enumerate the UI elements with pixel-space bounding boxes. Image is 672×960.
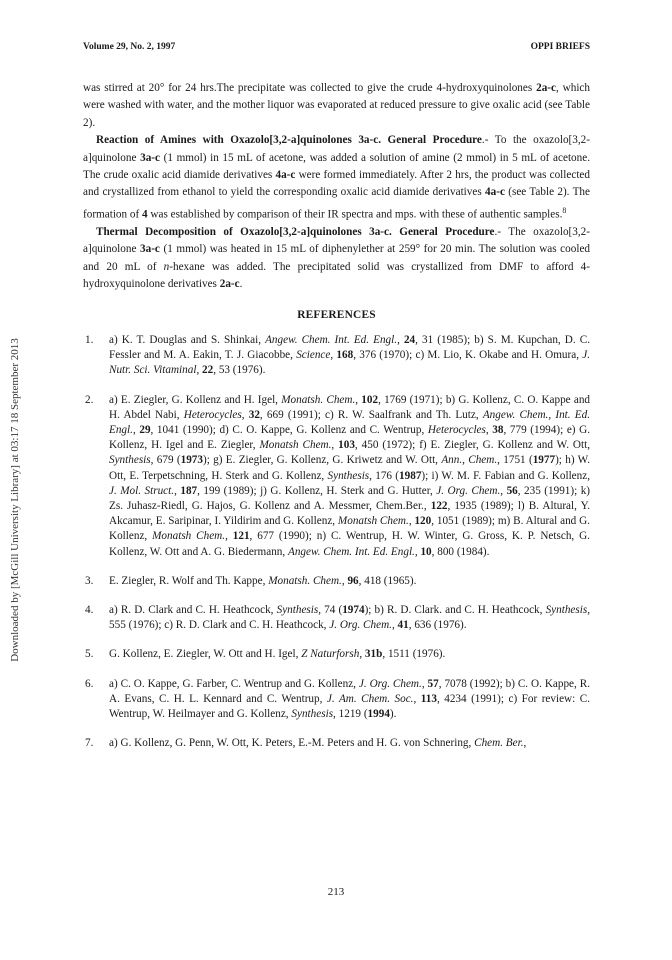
page-number: 213 [327, 886, 345, 898]
reference-item [83, 647, 590, 662]
reference-item [83, 333, 590, 379]
paragraph-amine-reaction: Reaction of Amines with Oxazolo[3,2-a]quinolones 3a-c. General Procedure.- To the oxazolo[3,2-a]quinolone 3a-c (1 mmol) in 15 mL of acetone, was added a solution of amine (2 mmol) in 5 mL of acetone. The crude oxalic acid diamide derivatives 4a-c were formed immediately. After 2 hrs, the product was collected and crystallized from ethanol to yield the corresponding oxalic acid diamide derivatives 4a-c (see Table 2). The formation of 4 was established by comparison of their IR spectra and mps. with these of authentic samples.$^8$ [83, 134, 591, 221]
reference-number: 5. [85, 648, 94, 661]
reference-text: a) R. D. Clark and C. H. Heathcock, Synthesis, 74 (1974); b) R. D. Clark. and C. H. Heathcock, Synthesis, 555 (1976); c) R. D. Clark and C. H. Heathcock, J. Org. Chem., 41, 636 (1976). [109, 604, 590, 632]
page-body [83, 80, 590, 765]
reference-item [83, 393, 590, 560]
reference-item [83, 574, 590, 589]
reference-text: G. Kollenz, E. Ziegler, W. Ott and H. Igel, Z Naturforsh, 31b, 1511 (1976). [109, 648, 446, 661]
running-header [83, 42, 590, 52]
reference-text: a) C. O. Kappe, G. Farber, C. Wentrup and G. Kollenz, J. Org. Chem., 57, 7078 (1992); b) C. O. Kappe, R. A. Evans, C. H. L. Kennard and C. Wentrup, J. Am. Chem. Soc., 113, 4234 (1991); c) For review: C. Wentrup, W. Heilmayer and G. Kollenz, Synthesis, 1219 (1994). [109, 677, 590, 721]
reference-item [83, 677, 590, 723]
reference-number: 3. [85, 574, 94, 587]
reference-number: 6. [85, 677, 94, 690]
journal-volume: Volume 29, No. 2, 1997 [83, 42, 176, 52]
reference-number: 2. [85, 393, 94, 406]
reference-item [83, 603, 590, 633]
reference-number: 4. [85, 604, 94, 617]
references-heading: REFERENCES [297, 308, 376, 321]
download-stamp [8, 300, 22, 700]
reference-text: a) E. Ziegler, G. Kollenz and H. Igel, Monatsh. Chem., 102, 1769 (1971); b) G. Kollenz, C. O. Kappe and H. Abdel Nabi, Heterocycles, 32, 669 (1991); c) R. W. Saalfrank and Th. Lutz, Angew. Chem., Int. Ed. Engl., 29, 1041 (1990); d) C. O. Kappe, G. Kollenz and C. Wentrup, Heterocycles, 38, 779 (1994); e) G. Kollenz, H. Igel and E. Ziegler, Monatsh Chem., 103, 450 (1972); f) E. Ziegler, G. Kollenz and W. Ott, Synthesis, 679 (1973); g) E. Ziegler, G. Kollenz, G. Kriwetz and W. Ott, Ann., Chem., 1751 (1977); h) W. Ott, E. Terpetschning, H. Sterk and G. Kollenz, Synthesis, 176 (1987); i) W. M. F. Fabian and G. Kollenz, J. Mol. Struct., 187, 199 (1989); j) G. Kollenz, H. Sterk and G. Hutter, J. Org. Chem., 56, 235 (1991); k) Zs. Juhasz-Riedl, G. Hajos, G. Kollenz and A. Messmer, Chem.Ber., 122, 1935 (1989); l) B. Altural, Y. Akcamur, E. Saripinar, I. Yildirim and G. Kollenz, Monatsh Chem., 120, 1051 (1989); m) B. Altural and G. Kollenz, Monatsh Chem., 121, 677 (1990); n) C. Wentrup, H. W. Winter, G. Gross, K. P. Netsch, G. Kollenz, W. Ott and A. G. Biedermann, Angew. Chem. Int. Ed. Engl., 10, 800 (1984). [109, 393, 591, 558]
reference-list [83, 333, 590, 751]
reference-number: 7. [85, 737, 94, 750]
reference-text: a) G. Kollenz, G. Penn, W. Ott, K. Peters, E.-M. Peters and H. G. von Schnering, Chem. Ber., [109, 737, 527, 750]
reference-number: 1. [85, 334, 94, 347]
paragraph-thermal-decomposition: Thermal Decomposition of Oxazolo[3,2-a]quinolones 3a-c. General Procedure.- The oxazolo[3,2-a]quinolone 3a-c (1 mmol) was heated in 15 mL of diphenylether at 259° for 20 min. The solution was cooled and 20 mL of n-hexane was added. The precipitated solid was crystallized from DMF to afford 4-hydroxyquinolone derivatives 2a-c. [83, 225, 591, 291]
paragraph: was stirred at 20° for 24 hrs.The precipitate was collected to give the crude 4-hydroxyquinolones 2a-c, which were washed with water, and the mother liquor was evaporated at reduced pressure to give oxalic acid (see Table 2). [83, 82, 590, 129]
section-title: OPPI BRIEFS [530, 42, 590, 52]
download-stamp-text: Downloaded by [McGill University Library] at 03:17 18 September 2013 [9, 338, 21, 662]
reference-item [83, 736, 590, 751]
reference-text: E. Ziegler, R. Wolf and Th. Kappe, Monatsh. Chem., 96, 418 (1965). [109, 574, 417, 587]
reference-text: a) K. T. Douglas and S. Shinkai, Angew. Chem. Int. Ed. Engl., 24, 31 (1985); b) S. M. Kupchan, D. C. Fessler and M. A. Eakin, T. J. Giacobbe, Science, 168, 376 (1970); c) M. Lio, K. Okabe and H. Omura, J. Nutr. Sci. Vitaminal, 22, 53 (1976). [109, 334, 591, 377]
